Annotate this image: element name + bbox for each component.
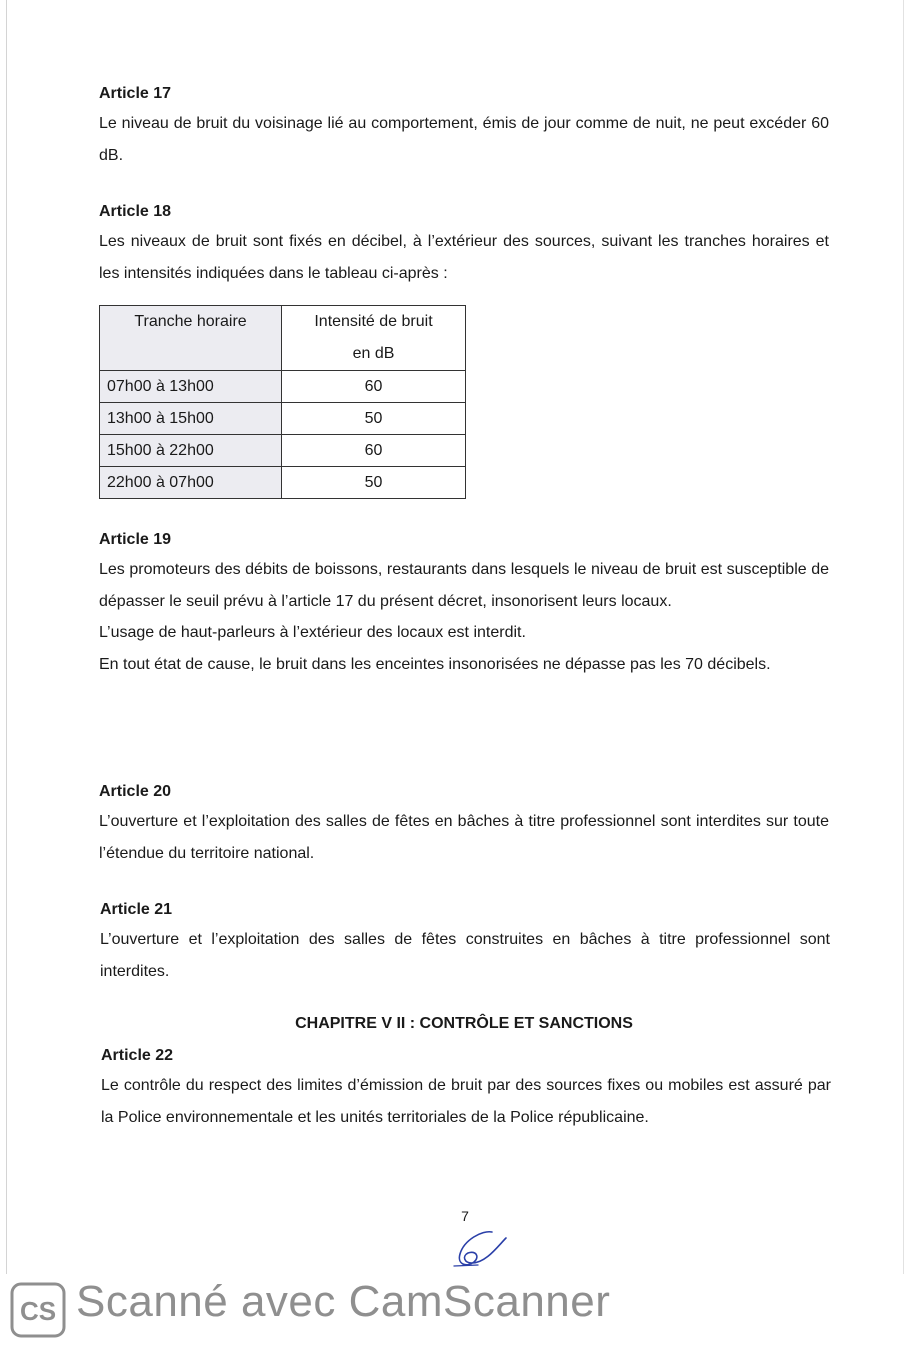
cell-intensite: 50 [282, 467, 466, 499]
article-21 [100, 896, 830, 987]
article-21-body [100, 924, 830, 987]
camscanner-logo-icon [10, 1282, 66, 1338]
table-row [100, 403, 466, 435]
article-20-body [99, 806, 829, 869]
cell-intensite: 60 [282, 435, 466, 467]
article-20-paragraph: L’ouverture et l’exploitation des salles de fêtes en bâches à titre professionnel sont interdites sur toute l’étendue du territoire national. [99, 813, 829, 862]
table-header-row [100, 306, 466, 371]
cell-tranche: 07h00 à 13h00 [100, 371, 282, 403]
article-22-paragraph: Le contrôle du respect des limites d’émission de bruit par des sources fixes ou mobiles est assuré par la Police environnementale et les unités territoriales de la Police républicaine. [101, 1077, 831, 1126]
article-18-body [99, 226, 829, 289]
scan-edge-right [903, 0, 904, 1290]
article-22-title: Article 22 [101, 1047, 174, 1064]
article-19 [99, 526, 829, 680]
article-22 [101, 1042, 831, 1133]
scan-edge-left [6, 0, 7, 1290]
camscanner-logo-text: CS [19, 1296, 57, 1326]
article-19-title: Article 19 [99, 531, 172, 548]
article-17-paragraph: Le niveau de bruit du voisinage lié au comportement, émis de jour comme de nuit, ne peut excéder 60 dB. [99, 115, 829, 164]
article-18-title: Article 18 [99, 203, 172, 220]
article-19-paragraph: L’usage de haut-parleurs à l’extérieur des locaux est interdit. [99, 624, 526, 641]
table-row [100, 371, 466, 403]
table-row [100, 435, 466, 467]
header-intensite: Intensité de bruit en dB [282, 306, 466, 371]
chapter-heading: CHAPITRE V II : CONTRÔLE ET SANCTIONS [295, 1015, 633, 1032]
table-row [100, 467, 466, 499]
camscanner-text: Scanné avec CamScanner [76, 1277, 611, 1326]
article-20-title: Article 20 [99, 783, 172, 800]
article-22-body [101, 1070, 831, 1133]
header-tranche-horaire: Tranche horaire [100, 306, 282, 371]
article-19-paragraph: Les promoteurs des débits de boissons, restaurants dans lesquels le niveau de bruit est susceptible de dépasser le seuil prévu à l’article 17 du présent décret, insonorisent leurs locaux. [99, 561, 829, 610]
article-18-paragraph: Les niveaux de bruit sont fixés en décibel, à l’extérieur des sources, suivant les tranches horaires et les intensités indiquées dans le tableau ci-après : [99, 233, 829, 282]
noise-level-table [99, 305, 466, 499]
article-20 [99, 778, 829, 869]
article-17-title: Article 17 [99, 85, 172, 102]
cell-intensite: 60 [282, 371, 466, 403]
cell-intensite: 50 [282, 403, 466, 435]
article-19-paragraph: En tout état de cause, le bruit dans les enceintes insonorisées ne dépasse pas les 70 décibels. [99, 655, 771, 673]
article-21-paragraph: L’ouverture et l’exploitation des salles de fêtes construites en bâches à titre professionnel sont interdites. [100, 931, 830, 980]
cell-tranche: 15h00 à 22h00 [100, 435, 282, 467]
signature-icon [452, 1226, 512, 1270]
article-17 [99, 80, 829, 171]
cell-tranche: 22h00 à 07h00 [100, 467, 282, 499]
page-number: 7 [461, 1208, 469, 1224]
article-19-body [99, 554, 829, 680]
article-21-title: Article 21 [100, 901, 173, 918]
article-17-body [99, 108, 829, 171]
article-18 [99, 198, 829, 289]
cell-tranche: 13h00 à 15h00 [100, 403, 282, 435]
